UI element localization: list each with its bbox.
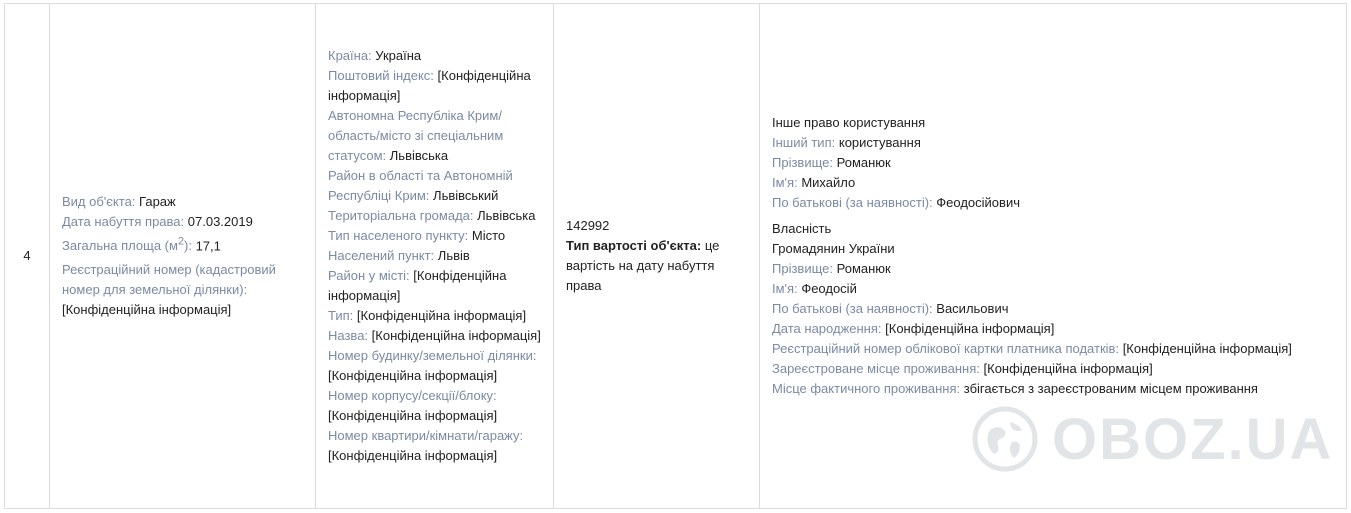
field-label: Ім'я: [772,175,798,190]
object-type-value: Гараж [139,193,176,209]
field-label: Тип населеного пункту: [328,228,469,243]
field-label: По батькові (за наявності): [772,301,933,316]
field-value: [Конфіденційна інформація] [371,328,541,343]
field-value: [Конфіденційна інформація] [328,268,507,303]
field-row [328,246,541,266]
field-value: Васильович [936,301,1009,316]
field-label: Зареєстроване місце проживання: [772,361,980,376]
field-row [328,226,541,246]
field-value: Україна [375,48,422,63]
field-value: [Конфіденційна інформація] [328,368,498,383]
field-label: Прізвище: [772,261,833,276]
cost-cell [554,4,760,509]
field-label: Автономна Республіка Крим/ область/місто зі спеціальним статусом: [328,108,504,163]
field-label: Номер корпусу/секції/блоку: [328,388,497,403]
field-row [772,379,1334,399]
field-label: По батькові (за наявності): [772,195,933,210]
field-row [328,346,541,386]
address-list [328,46,541,466]
field-row [328,426,541,466]
field-value: [Конфіденційна інформація] [885,321,1055,336]
field-row [328,386,541,426]
field-row [328,66,541,106]
declaration-table [4,3,1347,509]
field-value: користування [838,135,921,150]
field-value: [Конфіденційна інформація] [328,448,498,463]
field-value: [Конфіденційна інформація] [328,68,531,103]
acquisition-date-label: Дата набуття права: [62,213,185,229]
field-label: Номер квартири/кімнати/гаражу: [328,428,524,443]
area-label: Загальна площа $(м^2)$: [62,235,192,254]
other-right-block [772,113,1334,213]
field-row [772,359,1334,379]
field-row [328,266,541,306]
area-value: 17,1 [195,238,221,254]
field-value: Феодосій [801,281,857,296]
cost-value: 142992 [566,218,610,233]
field-row [328,46,541,66]
field-value: [Конфіденційна інформація] [983,361,1153,376]
address-cell [316,4,554,509]
field-label: Населений пункт: [328,248,435,263]
field-value: Михайло [801,175,856,190]
field-row [772,259,1334,279]
field-row [328,206,541,226]
rights-cell [760,4,1347,509]
watermark-text: OBOZ.UA [1052,406,1334,472]
cadastral-label: Реєстраційний номер (кадастровий номер для земельної ділянки): [62,262,276,298]
field-label: Інший тип: [772,135,836,150]
field-value: Місто [471,228,506,243]
field-value: Романюк [836,155,891,170]
object-type-label: Вид об'єкта: [62,193,136,209]
field-row [772,153,1334,173]
field-label: Дата народження: [772,321,882,336]
object-cell [50,4,316,509]
field-label: Район в області та Автономній Республіці Крим: [328,168,513,203]
field-value: Львівська [477,208,536,223]
field-value: [Конфіденційна інформація] [356,308,527,323]
field-row [328,326,541,346]
field-label: Район у місті: [328,268,410,283]
field-value: Романюк [836,261,891,276]
acquisition-date-value: 07.03.2019 [187,213,253,229]
field-label: Тип: [328,308,354,323]
field-label: Територіальна громада: [328,208,474,223]
field-label: Країна: [328,48,372,63]
field-row [328,166,541,206]
field-row [772,173,1334,193]
ownership-fields [772,259,1334,399]
field-label: Прізвище: [772,155,833,170]
ownership-block [772,219,1334,399]
field-row [772,299,1334,319]
row-number: 4 [5,4,50,509]
field-row [328,106,541,166]
field-row [772,339,1334,359]
field-value: Львівська [389,148,449,163]
field-value: Львів [437,248,470,263]
field-value: [Конфіденційна інформація] [1122,341,1292,356]
ownership-title: Власність [772,221,832,236]
other-right-title: Інше право користування [772,115,926,130]
field-label: Ім'я: [772,281,798,296]
field-row [328,306,541,326]
cost-type-label: Тип вартості об'єкта: [566,238,702,253]
field-row [772,193,1334,213]
field-label: Назва: [328,328,369,343]
field-row [772,279,1334,299]
field-value: Львівський [433,188,499,203]
field-value: Феодосійович [936,195,1020,210]
cadastral-value: [Конфіденційна інформація] [62,302,232,318]
field-row [772,133,1334,153]
field-label: Реєстраційний номер облікової картки платника податків: [772,341,1120,356]
field-value: збігається з зареєстрованим місцем проживання [963,381,1258,396]
field-value: [Конфіденційна інформація] [328,408,498,423]
ownership-subtitle: Громадянин України [772,241,895,256]
field-label: Номер будинку/земельної ділянки: [328,348,537,363]
table-row [5,4,1347,509]
field-label: Поштовий індекс: [328,68,434,83]
other-right-fields [772,133,1334,213]
field-label: Місце фактичного проживання: [772,381,961,396]
field-row [772,319,1334,339]
cost-type-value: це вартість на дату набуття права [566,238,720,293]
